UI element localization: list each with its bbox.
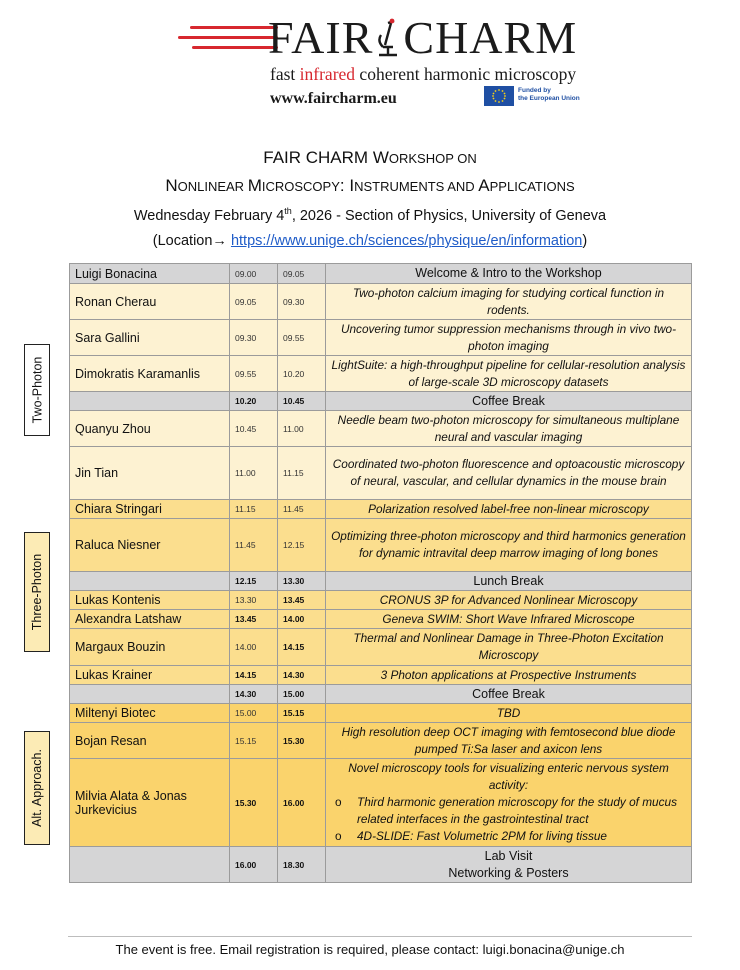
table-row — [70, 500, 692, 519]
end-time: 11.45 — [278, 500, 326, 519]
start-time: 12.15 — [230, 572, 278, 591]
break-title: Coffee Break — [326, 392, 692, 411]
table-row — [70, 847, 692, 883]
start-time: 14.00 — [230, 629, 278, 666]
break-title: Coffee Break — [326, 685, 692, 704]
end-time: 18.30 — [278, 847, 326, 883]
website-text: www.faircharm.eu — [270, 90, 397, 107]
speaker-name: Miltenyi Biotec — [70, 704, 230, 723]
footer-divider — [68, 936, 692, 937]
talk-title: Optimizing three-photon microscopy and third harmonics generation for dynamic intravital deep marrow imaging of long bones — [326, 519, 692, 572]
talk-title: 3 Photon applications at Prospective Instruments — [326, 666, 692, 685]
speaker-name — [70, 572, 230, 591]
speaker-name: Bojan Resan — [70, 723, 230, 759]
table-row — [70, 284, 692, 320]
end-time: 09.05 — [278, 264, 326, 284]
speaker-name: Margaux Bouzin — [70, 629, 230, 666]
start-time: 10.20 — [230, 392, 278, 411]
talk-title: Two-photon calcium imaging for studying cortical function in rodents. — [326, 284, 692, 320]
table-row — [70, 320, 692, 356]
end-time: 12.15 — [278, 519, 326, 572]
eu-flag-icon — [484, 86, 514, 106]
workshop-title-line2: NONLINEAR MICROSCOPY: INSTRUMENTS AND APPLICATIONS — [165, 176, 575, 195]
start-time: 09.30 — [230, 320, 278, 356]
break-title-line1: Lab Visit — [484, 848, 533, 863]
start-time: 16.00 — [230, 847, 278, 883]
speaker-name: Chiara Stringari — [70, 500, 230, 519]
subtopic-item: o 4D-SLIDE: Fast Volumetric 2PM for living tissue — [335, 828, 686, 845]
speaker-name: Lukas Kontenis — [70, 591, 230, 610]
table-row — [70, 264, 692, 284]
end-time: 13.30 — [278, 572, 326, 591]
side-label-three-photon: Three-Photon — [24, 532, 50, 652]
arrow-right-icon: → — [212, 233, 227, 249]
start-time: 13.30 — [230, 591, 278, 610]
speaker-name: Alexandra Latshaw — [70, 610, 230, 629]
talk-title: LightSuite: a high-throughput pipeline for cellular-resolution analysis of large-scale 3D microscopy datasets — [326, 356, 692, 392]
talk-title: High resolution deep OCT imaging with femtosecond blue diode pumped Ti:Sa laser and axicon lens — [326, 723, 692, 759]
table-row — [70, 447, 692, 500]
start-time: 11.45 — [230, 519, 278, 572]
workshop-date: Wednesday February 4th, 2026 - Section of Physics, University of Geneva — [133, 206, 607, 224]
talk-title: Geneva SWIM: Short Wave Infrared Microscope — [326, 610, 692, 629]
table-row — [70, 704, 692, 723]
table-row — [70, 629, 692, 666]
speaker-name: Milvia Alata & Jonas Jurkevicius — [70, 759, 230, 847]
talk-title: TBD — [326, 704, 692, 723]
table-row — [70, 411, 692, 447]
talk-title-main: Novel microscopy tools for visualizing enteric nervous system activity: — [348, 761, 669, 792]
workshop-title-line1: FAIR CHARM WORKSHOP ON — [263, 148, 477, 167]
logo-wordmark: FAIR CHARM — [268, 12, 578, 63]
start-time: 13.45 — [230, 610, 278, 629]
talk-title: CRONUS 3P for Advanced Nonlinear Microscopy — [326, 591, 692, 610]
table-row — [70, 392, 692, 411]
microscope-icon — [375, 17, 401, 57]
end-time: 16.00 — [278, 759, 326, 847]
logo-speed-lines — [178, 24, 278, 54]
talk-title: Needle beam two-photon microscopy for simultaneous multiplane neural and vascular imaging — [326, 411, 692, 447]
end-time: 15.00 — [278, 685, 326, 704]
end-time: 14.30 — [278, 666, 326, 685]
footer-note: The event is free. Email registration is required, please contact: luigi.bonacina@unige.ch — [115, 942, 625, 957]
speaker-name — [70, 392, 230, 411]
end-time: 09.30 — [278, 284, 326, 320]
side-label-alt-approach: Alt. Approach. — [24, 731, 50, 845]
start-time: 14.30 — [230, 685, 278, 704]
table-row — [70, 723, 692, 759]
start-time: 15.15 — [230, 723, 278, 759]
programme-table — [69, 263, 692, 883]
talk-title: Thermal and Nonlinear Damage in Three-Photon Excitation Microscopy — [326, 629, 692, 666]
end-time: 15.30 — [278, 723, 326, 759]
end-time: 10.45 — [278, 392, 326, 411]
break-title: Lunch Break — [326, 572, 692, 591]
logo-tagline: fast infrared coherent harmonic microscopy — [270, 64, 577, 84]
table-row — [70, 519, 692, 572]
table-row — [70, 356, 692, 392]
table-row — [70, 759, 692, 847]
subtopic-item: o Third harmonic generation microscopy for the study of mucus related interfaces in the gastrointestinal tract — [335, 794, 686, 828]
start-time: 10.45 — [230, 411, 278, 447]
start-time: 09.00 — [230, 264, 278, 284]
speaker-name — [70, 847, 230, 883]
start-time: 09.55 — [230, 356, 278, 392]
speaker-name: Dimokratis Karamanlis — [70, 356, 230, 392]
start-time: 11.00 — [230, 447, 278, 500]
talk-subtopics — [331, 794, 686, 845]
table-row — [70, 666, 692, 685]
break-title — [326, 847, 692, 883]
speaker-name: Lukas Krainer — [70, 666, 230, 685]
speaker-name — [70, 685, 230, 704]
table-row — [70, 591, 692, 610]
end-time: 10.20 — [278, 356, 326, 392]
eu-funding-badge: Funded by the European Union — [484, 86, 604, 108]
start-time: 14.15 — [230, 666, 278, 685]
talk-title: Coordinated two-photon fluorescence and optoacoustic microscopy of neural, vascular, and cellular dynamics in the mouse brain — [326, 447, 692, 500]
faircharm-logo — [0, 0, 740, 110]
speaker-name: Raluca Niesner — [70, 519, 230, 572]
end-time: 11.00 — [278, 411, 326, 447]
start-time: 09.05 — [230, 284, 278, 320]
table-row — [70, 685, 692, 704]
speaker-name: Quanyu Zhou — [70, 411, 230, 447]
location-link[interactable]: https://www.unige.ch/sciences/physique/en/information — [230, 233, 583, 249]
end-time: 13.45 — [278, 591, 326, 610]
end-time: 09.55 — [278, 320, 326, 356]
speaker-name: Luigi Bonacina — [70, 264, 230, 284]
break-title-line2: Networking & Posters — [448, 865, 569, 880]
speaker-name: Ronan Cherau — [70, 284, 230, 320]
end-time: 15.15 — [278, 704, 326, 723]
start-time: 11.15 — [230, 500, 278, 519]
start-time: 15.00 — [230, 704, 278, 723]
table-row — [70, 610, 692, 629]
start-time: 15.30 — [230, 759, 278, 847]
talk-title: Polarization resolved label-free non-linear microscopy — [326, 500, 692, 519]
end-time: 11.15 — [278, 447, 326, 500]
speaker-name: Sara Gallini — [70, 320, 230, 356]
talk-title: Welcome & Intro to the Workshop — [326, 264, 692, 284]
end-time: 14.15 — [278, 629, 326, 666]
talk-title — [326, 759, 692, 847]
workshop-location: (Location→ https://www.unige.ch/sciences/physique/en/information) — [152, 233, 588, 249]
speaker-name: Jin Tian — [70, 447, 230, 500]
table-row — [70, 572, 692, 591]
side-label-two-photon: Two-Photon — [24, 344, 50, 436]
talk-title: Uncovering tumor suppression mechanisms through in vivo two-photon imaging — [326, 320, 692, 356]
end-time: 14.00 — [278, 610, 326, 629]
